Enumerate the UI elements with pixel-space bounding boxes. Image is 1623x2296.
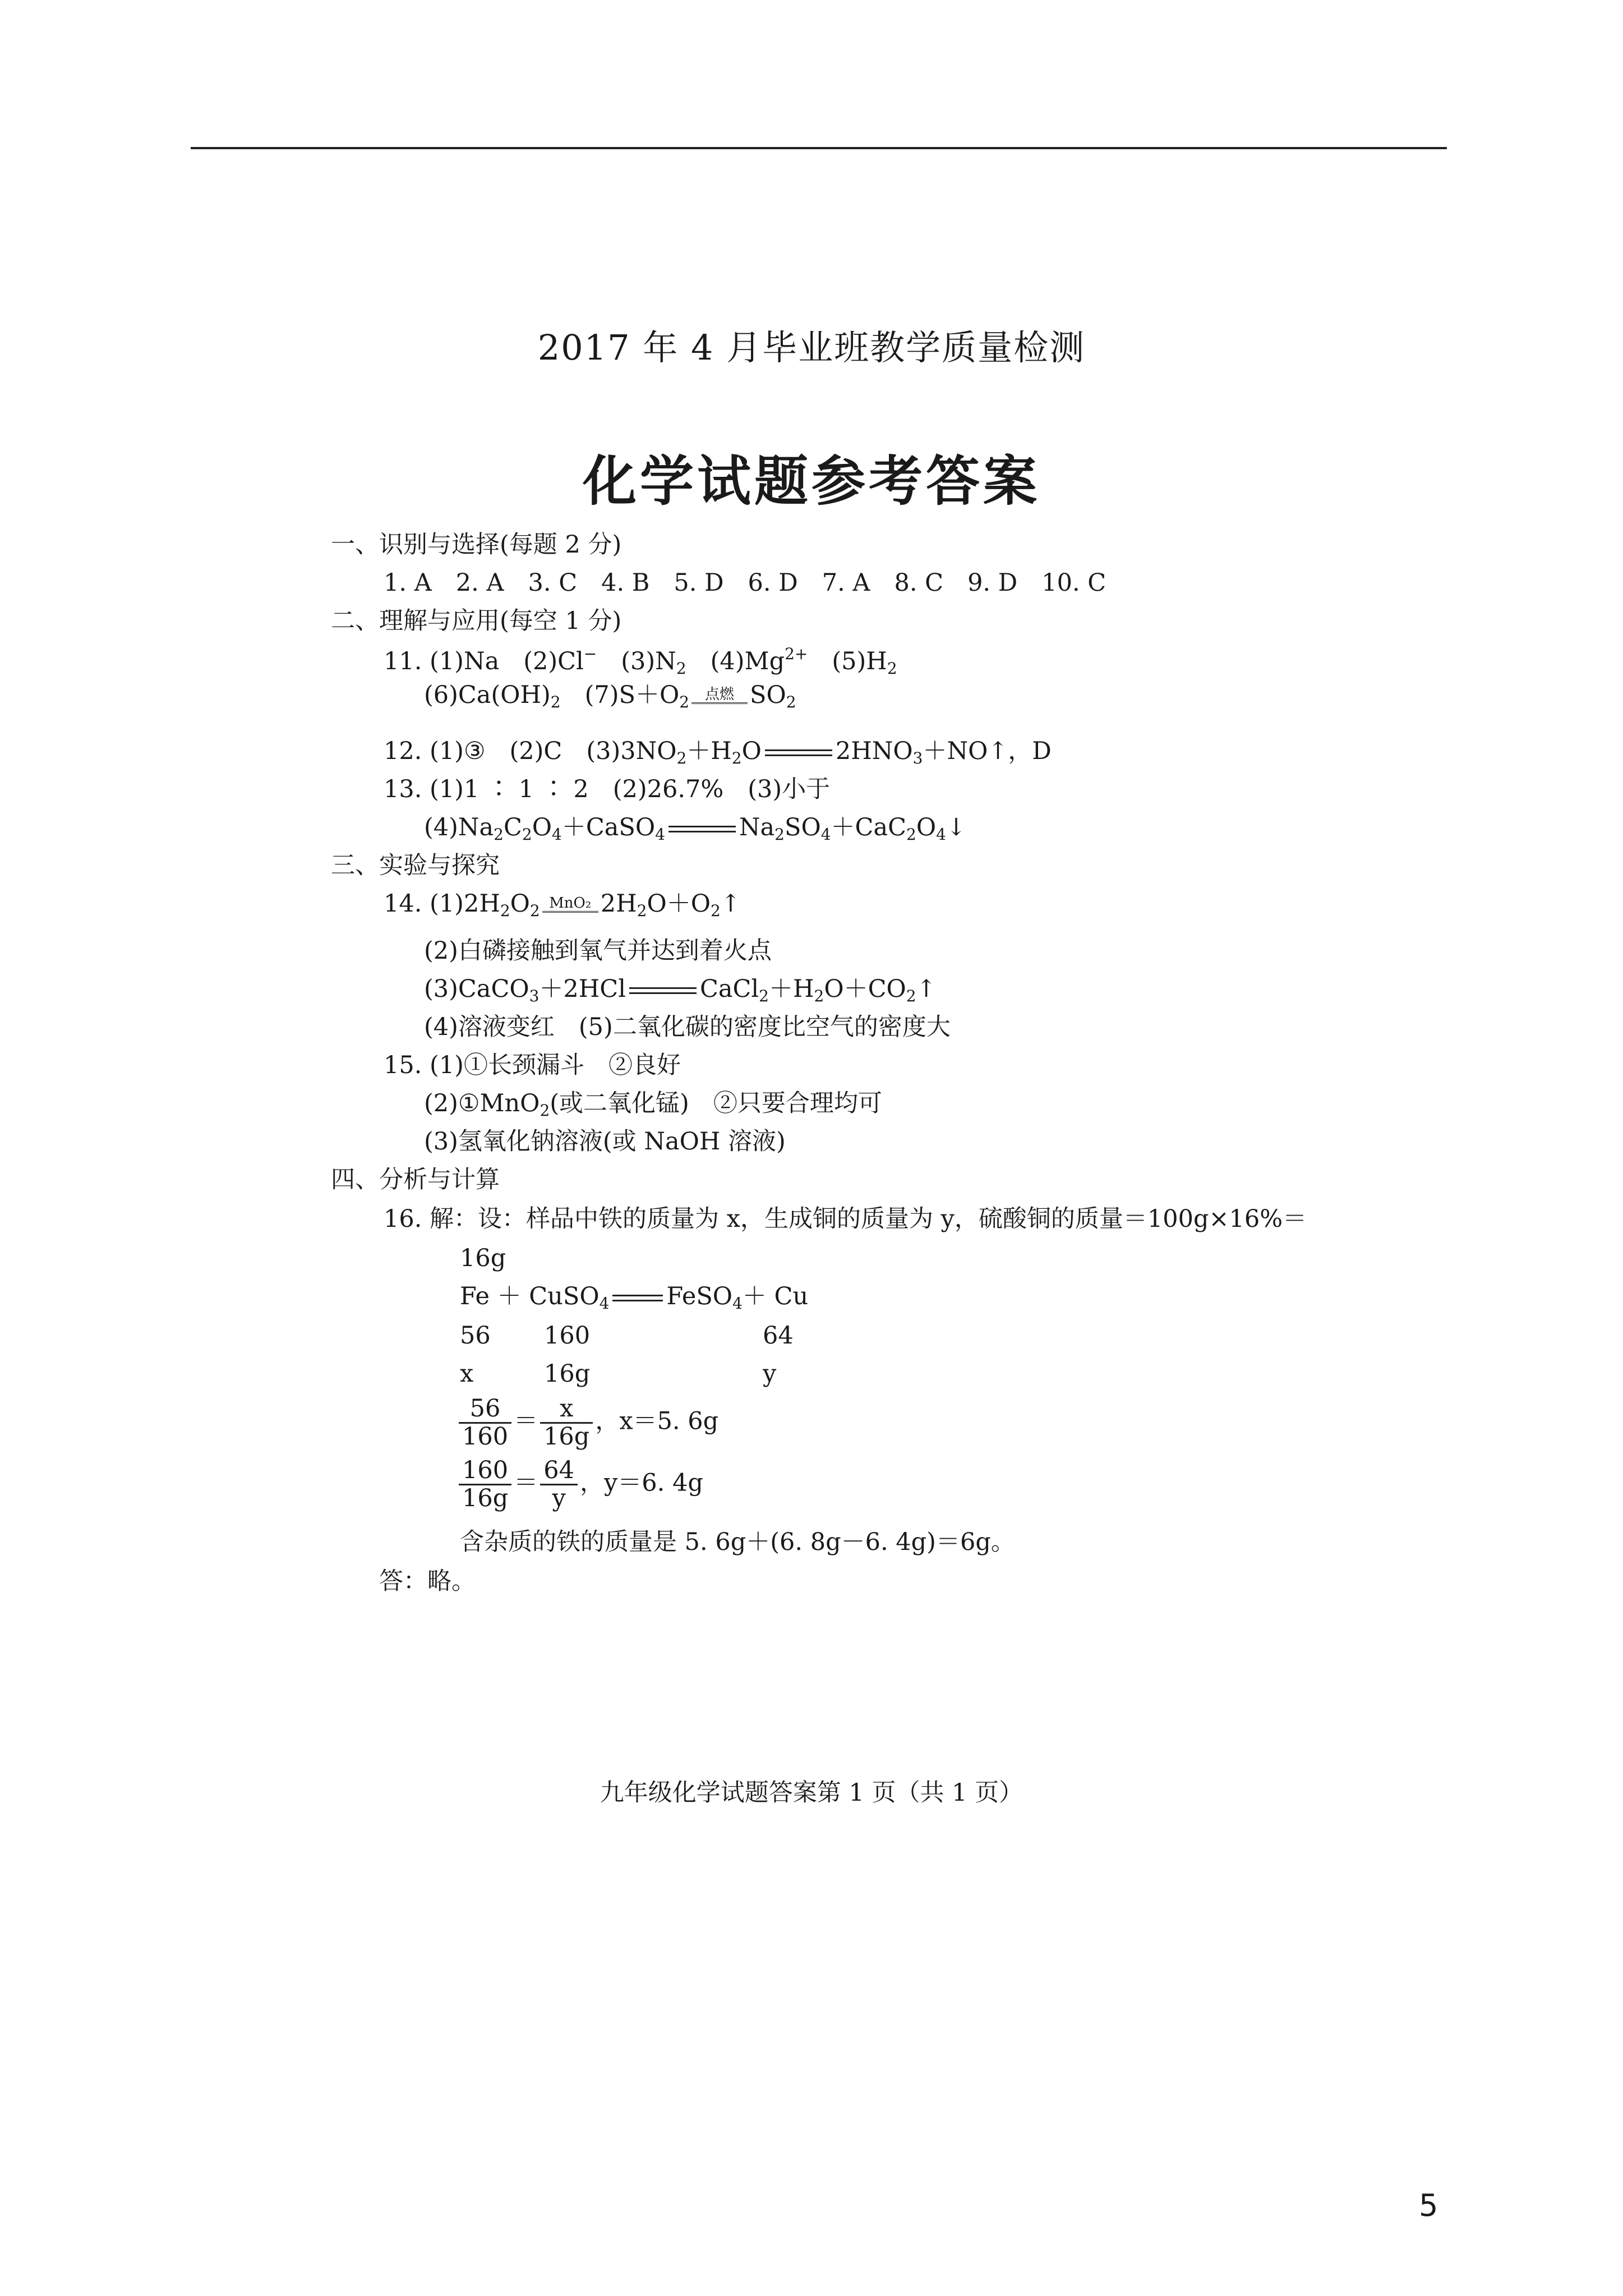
q16-answer: 答：略。	[379, 1567, 476, 1595]
section-1-heading: 一、识别与选择(每题 2 分)	[331, 531, 622, 559]
top-rule	[191, 147, 1447, 149]
q13-line-1: 13. (1)1 ∶ 1 ∶ 2 (2)26.7% (3)小于	[384, 775, 831, 803]
section-1-answers: 1. A 2. A 3. C 4. B 5. D 6. D 7. A 8. C 9. D 10. C	[384, 569, 1106, 597]
q13-line-2: $(4)Na_2C_2O_4+CaSO_4$ $Na_2SO_4+CaC_2O_4↓$	[424, 813, 966, 844]
q15-line-3: (3)氢氧化钠溶液(或 NaOH 溶液)	[424, 1128, 786, 1156]
fraction: $\frac{160}{16g}$	[459, 1458, 511, 1511]
q14-line-3: (3)CaCO$_3$＋2HCl $CaCl_2+H_2O+CO_2↑$	[424, 975, 937, 1005]
exam-title: 2017 年 4 月毕业班教学质量检测	[537, 327, 1086, 368]
q16-mass-row: 56 160 64	[460, 1322, 794, 1350]
q16-equation: Fe ＋ CuSO$_4$ FeSO$_4$＋ Cu	[460, 1282, 809, 1313]
q12-line: 12. (1)③ (2)C $(3)3NO_2+H_2O$ $2HNO_3+NO↑$，D	[384, 737, 1052, 767]
q16-proportion-1: $\frac{56}{160}$ ＝ $\frac{x}{16g}$ ，x＝5. 6g	[457, 1397, 718, 1449]
page-number: 5	[1419, 2188, 1438, 2223]
q11-line-2: $(6)Ca(OH)_2$ $(7)S+O_2$ 点燃 $SO_2$	[424, 681, 796, 711]
fraction: $\frac{56}{160}$	[459, 1397, 511, 1449]
section-4-heading: 四、分析与计算	[331, 1166, 500, 1194]
fraction: $\frac{64}{y}$	[540, 1458, 578, 1511]
equals-bar	[612, 1295, 663, 1301]
fraction: $\frac{x}{16g}$	[540, 1397, 593, 1449]
q14-line-1: 14. $(1)2H_2O_2$ MnO₂ $2H_2O+O_2↑$	[384, 890, 741, 920]
section-3-heading: 三、实验与探究	[331, 852, 500, 880]
equals-bar	[668, 826, 736, 832]
equals-bar	[629, 987, 697, 994]
q16-unknown-row: x 16g y	[460, 1360, 777, 1388]
q16-proportion-2: $\frac{160}{16g}$ ＝ $\frac{64}{y}$ ，y＝6. 4g	[457, 1458, 703, 1511]
q16-line-1: 16. 解：设：样品中铁的质量为 x，生成铜的质量为 y，硫酸铜的质量＝100g×16%＝	[384, 1205, 1307, 1233]
equals-bar	[765, 749, 832, 756]
document-title: 化学试题参考答案	[583, 449, 1040, 513]
q14-line-4: (4)溶液变红 (5)二氧化碳的密度比空气的密度大	[424, 1013, 951, 1041]
q14-line-2: (2)白磷接触到氧气并达到着火点	[424, 937, 772, 965]
q16-conclusion: 含杂质的铁的质量是 5. 6g＋(6. 8g－6. 4g)＝6g。	[460, 1528, 1015, 1556]
reaction-condition: 点燃	[691, 687, 748, 707]
page-footer: 九年级化学试题答案第 1 页（共 1 页）	[600, 1779, 1023, 1807]
q16-line-2: 16g	[460, 1244, 506, 1272]
q11-line-1: 11. (1)Na (2)Cl− $(3)N_2$ $(4)Mg^{2+}$ $(5)H_2$	[384, 645, 897, 678]
catalyst-condition: MnO₂	[542, 895, 598, 916]
q15-line-1: 15. (1)①长颈漏斗 ②良好	[384, 1051, 681, 1079]
section-2-heading: 二、理解与应用(每空 1 分)	[331, 607, 622, 635]
q15-line-2: (2)①MnO$_2$(或二氧化锰) ②只要合理均可	[424, 1089, 882, 1120]
